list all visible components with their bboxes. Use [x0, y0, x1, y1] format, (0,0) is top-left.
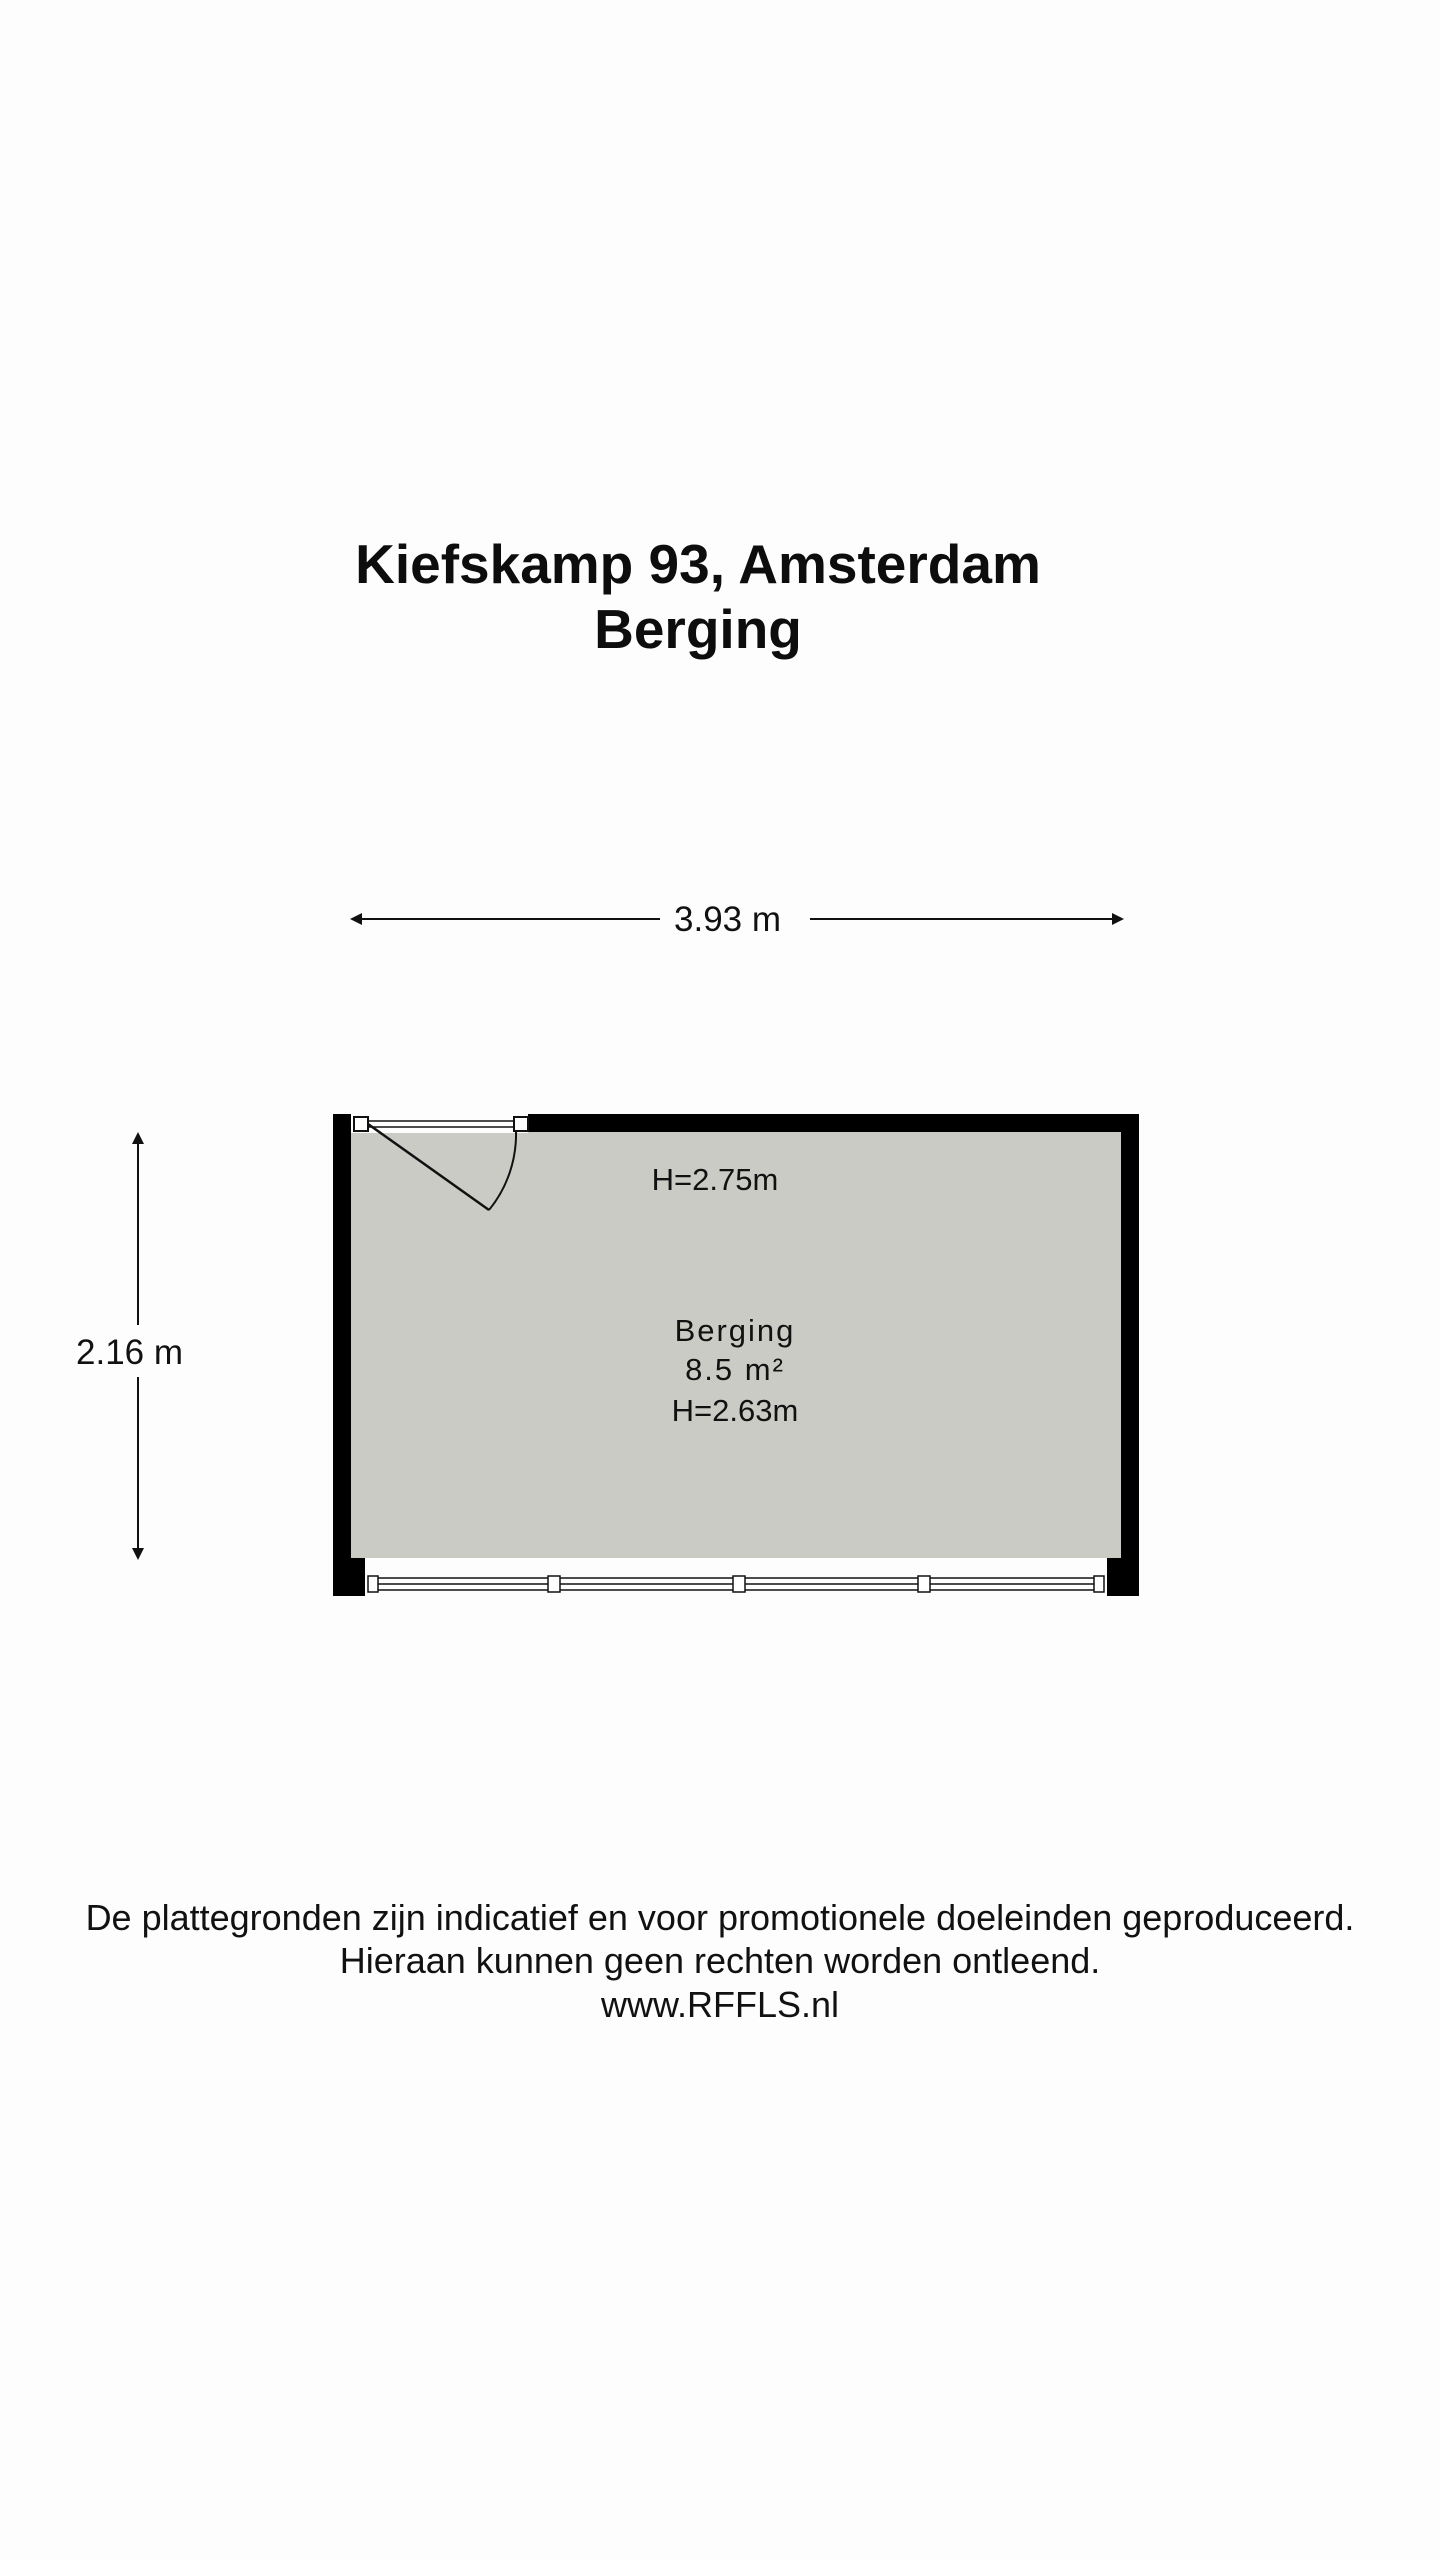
ceiling-height-label: H=2.75m	[651, 1162, 779, 1197]
window-mullion	[733, 1576, 745, 1592]
website-url: www.RFFLS.nl	[600, 1984, 840, 2025]
ceiling-height-label: H=2.63m	[671, 1393, 799, 1428]
disclaimer-text: Hieraan kunnen geen rechten worden ontleend.	[339, 1940, 1101, 1981]
page-title: Kiefskamp 93, Amsterdam	[355, 533, 1041, 595]
window-mullion	[548, 1576, 560, 1592]
room-name: Berging	[674, 1313, 796, 1348]
width-dimension-label: 3.93 m	[664, 900, 791, 940]
window	[333, 1558, 1139, 1596]
door-jamb-left	[354, 1117, 368, 1131]
floor-title: Berging	[594, 598, 802, 660]
disclaimer-text: De plattegronden zijn indicatief en voor promotionele doeleinden geproduceerd.	[85, 1897, 1355, 1938]
door-jamb-right	[514, 1117, 528, 1131]
room-area: 8.5 m²	[685, 1352, 785, 1387]
wall-post-right	[1107, 1558, 1139, 1596]
wall-post-left	[333, 1558, 365, 1596]
window-mullion	[918, 1576, 930, 1592]
height-dimension-label: 2.16 m	[70, 1329, 189, 1377]
